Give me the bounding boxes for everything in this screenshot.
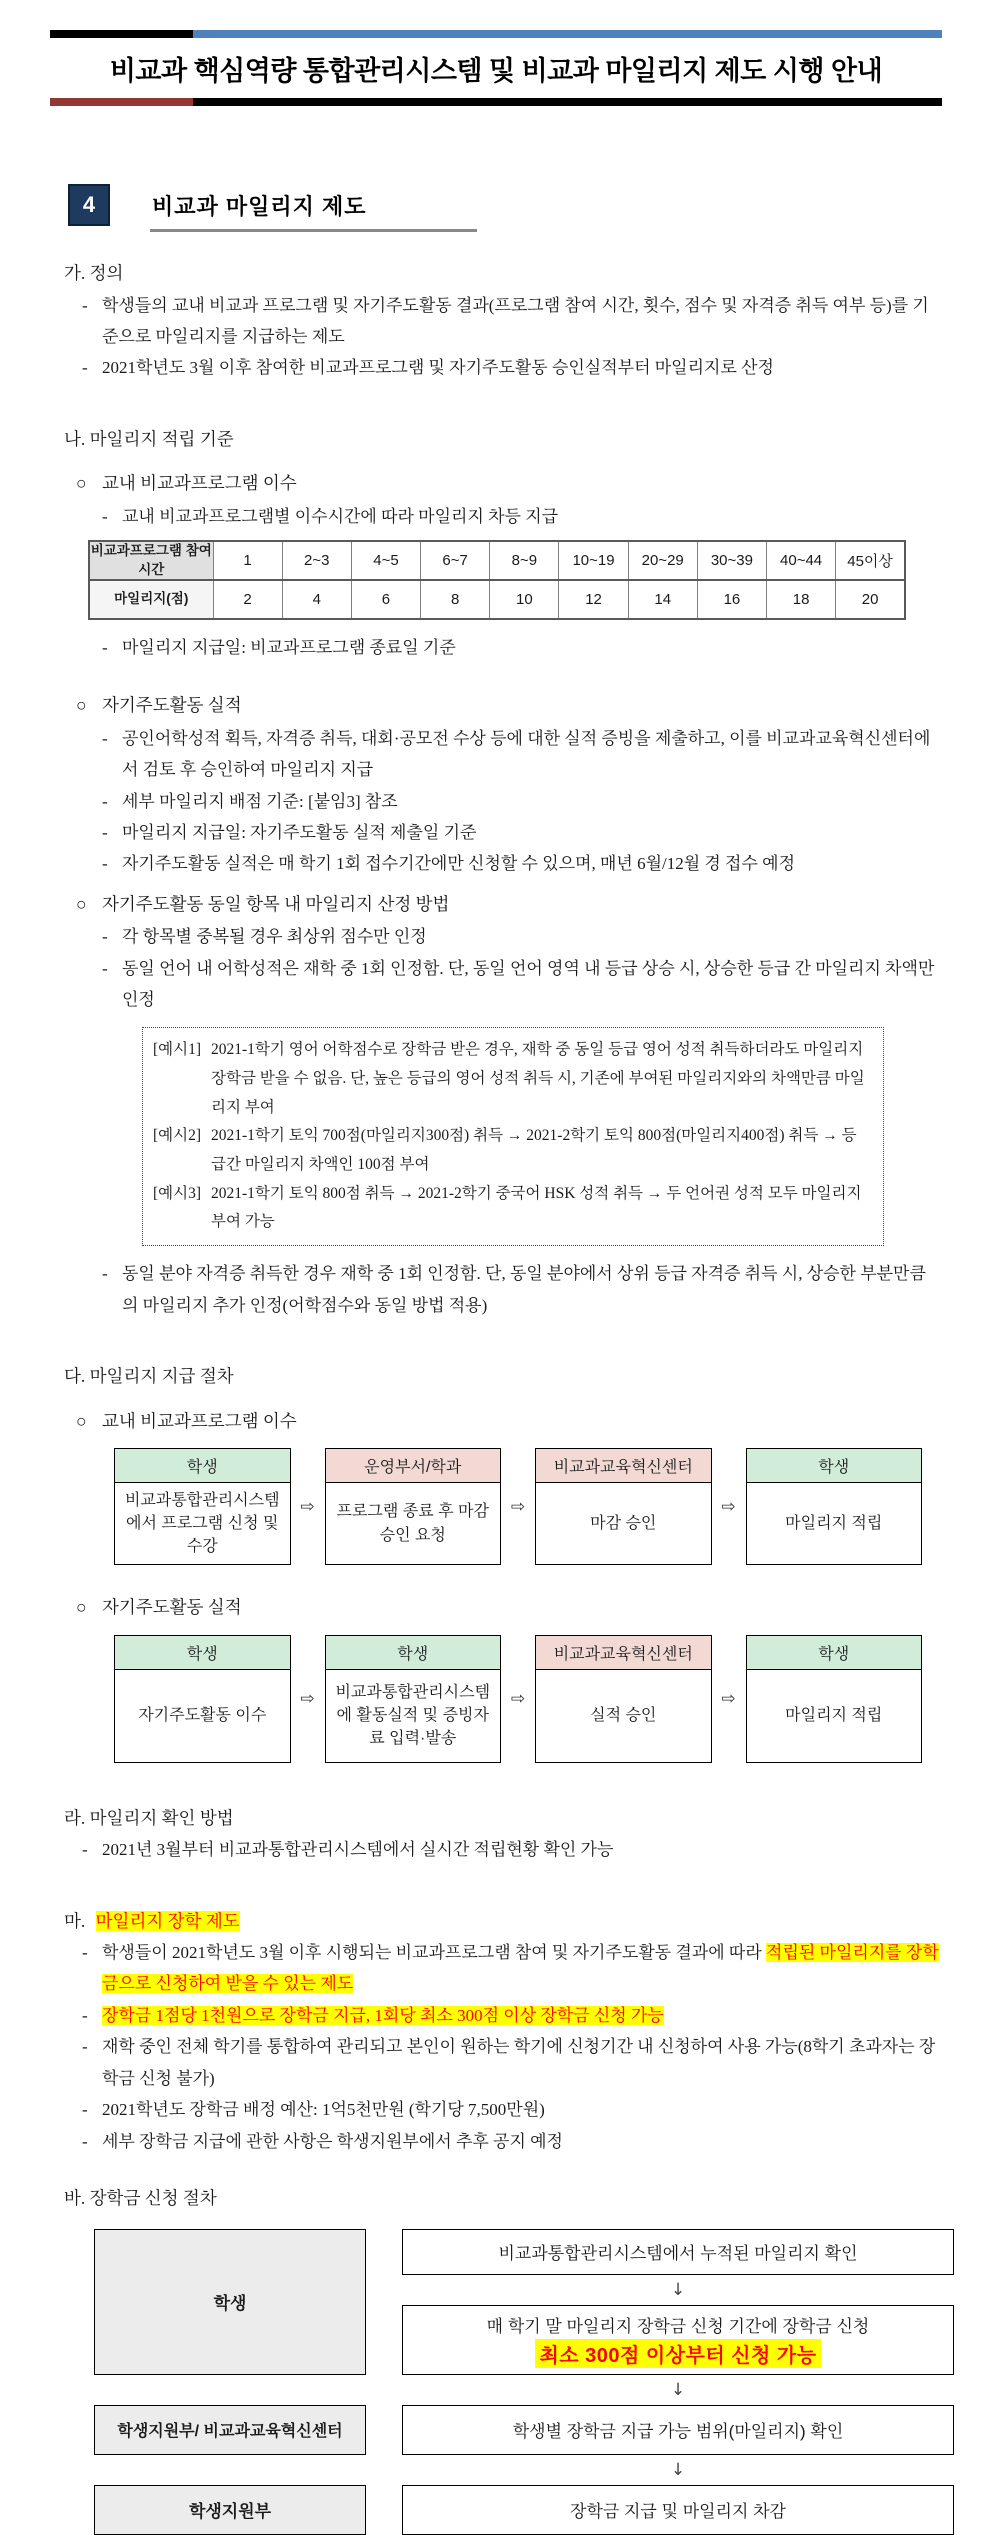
- dash-marker: -: [102, 927, 108, 947]
- points-cell: 10: [490, 580, 559, 619]
- hours-cell: 30~39: [697, 541, 766, 580]
- bullet-text: 2021년 3월부터 비교과통합관리시스템에서 실시간 적립현황 확인 가능: [102, 1840, 614, 1860]
- bullet-text: 재학 중인 전체 학기를 통합하여 관리되고 본인이 원하는 학기에 신청기간 내 신청하여 사용 가능(8학기 초과자는 장학금 신청 불가): [102, 2037, 936, 2088]
- bullet-text: 자기주도활동 실적은 매 학기 1회 접수기간에만 신청할 수 있으며, 매년 6월/12월 경 접수 예정: [122, 854, 795, 874]
- step-text: 학생별 장학금 지급 가능 범위(마일리지) 확인: [512, 2422, 844, 2442]
- points-cell: 6: [351, 580, 420, 619]
- examples-box: [142, 1027, 884, 1246]
- flow2-subheading: ○ 자기주도활동 실적: [76, 1591, 942, 1624]
- flow-step-body: 마감 승인: [590, 1514, 657, 1532]
- bullet-item: [82, 2031, 942, 2094]
- circle-marker: ○: [76, 1597, 87, 1618]
- dash-marker: -: [102, 638, 108, 657]
- dash-marker: -: [102, 1264, 108, 1284]
- dash-marker: -: [82, 2100, 88, 2120]
- example-label: [예시2]: [153, 1127, 202, 1145]
- section-title: 비교과 마일리지 제도: [150, 184, 477, 232]
- program-list: [102, 501, 942, 532]
- section-number-badge: 4: [68, 184, 110, 226]
- flow-step-actor: 학생: [747, 1636, 922, 1670]
- same-item-list: [102, 921, 942, 1015]
- example-item: [153, 1180, 871, 1237]
- flow-step: [114, 1448, 291, 1566]
- bullet-item: [82, 1834, 942, 1865]
- bullet-highlight-part: 장학금 1점당 1천원으로 장학금 지급, 1회당 최소 300점 이상 장학금 신청 가능: [102, 2005, 664, 2025]
- dash-marker: -: [102, 728, 108, 748]
- hours-cell: 10~19: [559, 541, 628, 580]
- bullet-item: [82, 2126, 942, 2157]
- hours-row-label: 비교과프로그램 참여 시간: [89, 541, 213, 580]
- bullet-text: 세부 마일리지 배점 기준: [붙임3] 참조: [122, 791, 398, 811]
- flow-step-body: 비교과통합관리시스템에 활동실적 및 증빙자료 입력·발송: [335, 1683, 491, 1748]
- points-cell: 20: [836, 580, 905, 619]
- dash-marker: -: [102, 854, 108, 874]
- points-cell: 16: [697, 580, 766, 619]
- bullet-text: 동일 언어 내 어학성적은 재학 중 1회 인정함. 단, 동일 언어 영역 내 등급 상승 시, 상승한 등급 간 마일리지 차액만 인정: [122, 958, 935, 1009]
- right-arrow-icon: ⇨: [721, 1496, 736, 1517]
- application-step-box: [402, 2405, 954, 2455]
- bullet-text: [102, 1937, 942, 2000]
- bullet-text: 세부 장학금 지급에 관한 사항은 학생지원부에서 추후 공지 예정: [102, 2131, 563, 2151]
- actor-box-support-center: 학생지원부/ 비교과교육혁신센터: [94, 2405, 366, 2455]
- circle-marker: ○: [76, 695, 87, 716]
- scholarship-heading-prefix: 마.: [64, 1910, 86, 1931]
- bullet-item: [82, 1937, 942, 2000]
- actor-box-student: 학생: [94, 2229, 366, 2375]
- dash-marker: -: [102, 823, 108, 842]
- hours-cell: 1: [213, 541, 282, 580]
- self-directed-subheading: ○ 자기주도활동 실적: [76, 689, 942, 722]
- bullet-text: 2021학년도 3월 이후 참여한 비교과프로그램 및 자기주도활동 승인실적부터 마일리지로 산정: [102, 358, 774, 378]
- flow-step-body: 마일리지 적립: [785, 1514, 883, 1532]
- table-row-hours: [89, 541, 905, 580]
- bullet-text: [102, 2000, 942, 2031]
- bullet-text: 마일리지 지급일: 자기주도활동 실적 제출일 기준: [122, 823, 477, 842]
- circle-marker: ○: [76, 473, 87, 494]
- example-text: 2021-1학기 토익 700점(마일리지300점) 취득 → 2021-2학기 토익 800점(마일리지400점) 취득 → 등급간 마일리지 차액인 100점 부여: [211, 1127, 857, 1174]
- step-highlight-text: 최소 300점 이상부터 신청 가능: [535, 2339, 820, 2368]
- flowchart-program: [114, 1448, 922, 1566]
- dash-marker: -: [102, 506, 108, 526]
- points-cell: 14: [628, 580, 697, 619]
- bullet-item: [102, 786, 942, 817]
- hours-cell: 6~7: [421, 541, 490, 580]
- bullet-item: [102, 632, 942, 663]
- step-text: 장학금 지급 및 마일리지 차감: [570, 2502, 786, 2522]
- circle-marker: ○: [76, 893, 87, 914]
- flow-step-actor: 학생: [747, 1449, 922, 1483]
- points-cell: 8: [421, 580, 490, 619]
- check-list: [82, 1834, 942, 1865]
- section-4-heading: [68, 184, 942, 232]
- flow-step-body: 자기주도활동 이수: [138, 1706, 267, 1724]
- hours-cell: 40~44: [767, 541, 836, 580]
- right-arrow-icon: ⇨: [510, 1688, 526, 1709]
- down-arrow-icon: ↓: [670, 2279, 686, 2300]
- bullet-item: [102, 953, 942, 1016]
- dash-marker: -: [82, 1840, 88, 1860]
- scholarship-heading-highlight: 마일리지 장학 제도: [95, 1910, 240, 1931]
- flow-step: [114, 1635, 291, 1763]
- table-row-points: [89, 580, 905, 619]
- bullet-text: 각 항목별 중복될 경우 최상위 점수만 인정: [122, 927, 427, 947]
- dash-marker: -: [82, 295, 88, 315]
- right-arrow-icon: ⇨: [300, 1496, 315, 1517]
- flow-step-body: 실적 승인: [590, 1706, 657, 1724]
- example-item: [153, 1122, 871, 1179]
- bullet-text: 학생들의 교내 비교과 프로그램 및 자기주도활동 결과(프로그램 참여 시간, 횟수, 점수 및 자격증 취득 여부 등)를 기준으로 마일리지를 지급하는 제도: [102, 295, 929, 346]
- dash-marker: -: [102, 791, 108, 811]
- bullet-plain-part: 학생들이 2021학년도 3월 이후 시행되는 비교과프로그램 참여 및 자기주도활동 결과에 따라: [102, 1943, 767, 1963]
- bullet-text: 교내 비교과프로그램별 이수시간에 따라 마일리지 차등 지급: [122, 506, 559, 526]
- top-accent-bar: [50, 30, 942, 38]
- bullet-text: 동일 분야 자격증 취득한 경우 재학 중 1회 인정함. 단, 동일 분야에서 상위 등급 자격증 취득 시, 상승한 부분만큼의 마일리지 추가 인정(어학점수와 동일 방법 적용): [122, 1264, 926, 1315]
- hours-cell: 4~5: [351, 541, 420, 580]
- top-bar-blue-segment: [193, 30, 942, 38]
- right-arrow-icon: ⇨: [510, 1496, 526, 1517]
- program-subheading: ○ 교내 비교과프로그램 이수: [76, 467, 942, 500]
- right-arrow-icon: ⇨: [300, 1688, 315, 1709]
- flow-step: [535, 1635, 712, 1763]
- check-heading: 라. 마일리지 확인 방법: [64, 1807, 234, 1828]
- step-text: 매 학기 말 마일리지 장학금 신청 기간에 장학금 신청: [486, 2316, 870, 2336]
- application-step-box: [402, 2229, 954, 2275]
- example-text: 2021-1학기 영어 어학점수로 장학금 받은 경우, 재학 중 동일 등급 영어 성적 취득하더라도 마일리지 장학금 받을 수 없음. 단, 높은 등급의 영어 성적 취득 시, 기존에 부여된 마일리지와의 차액만큼 마일리지 부여: [211, 1041, 865, 1116]
- hours-cell: 8~9: [490, 541, 559, 580]
- right-arrow-icon: ⇨: [721, 1688, 736, 1709]
- flow-step: [325, 1448, 502, 1566]
- points-cell: 18: [767, 580, 836, 619]
- bullet-text: 마일리지 지급일: 비교과프로그램 종료일 기준: [122, 638, 456, 657]
- flow-step-body: 프로그램 종료 후 마감승인 요청: [336, 1503, 489, 1544]
- bullet-item: [82, 2000, 942, 2031]
- bullet-item: [102, 1258, 942, 1321]
- bullet-text: 2021학년도 장학금 배정 예산: 1억5천만원 (학기당 7,500만원): [102, 2100, 545, 2120]
- flow-step-body: 마일리지 적립: [785, 1706, 883, 1724]
- bullet-highlight-part: 적립된 마일리지를 장학금으로 신청하여 받을 수 있는 제도: [102, 1943, 939, 1994]
- dash-marker: -: [82, 2037, 88, 2057]
- hours-cell: 45이상: [836, 541, 905, 580]
- flow1-subheading: ○ 교내 비교과프로그램 이수: [76, 1405, 942, 1438]
- bullet-item: [82, 2094, 942, 2125]
- self-directed-list: [102, 723, 942, 880]
- bottom-bar-red-segment: [50, 98, 193, 106]
- dash-marker: -: [102, 958, 108, 978]
- example-item: [153, 1036, 871, 1122]
- points-cell: 4: [282, 580, 351, 619]
- flow-step-actor: 비교과교육혁신센터: [536, 1449, 711, 1483]
- circle-marker: ○: [76, 1410, 87, 1431]
- flow-step: [746, 1635, 923, 1763]
- application-step-box: [402, 2485, 954, 2535]
- flow-step-actor: 학생: [115, 1449, 290, 1483]
- down-arrow-icon: ↓: [670, 2379, 686, 2400]
- example-label: [예시3]: [153, 1184, 202, 1202]
- dash-marker: -: [82, 2005, 88, 2025]
- flow-step: [746, 1448, 923, 1566]
- same-item-subheading: ○ 자기주도활동 동일 항목 내 마일리지 산정 방법: [76, 888, 942, 921]
- points-cell: 2: [213, 580, 282, 619]
- document-title: 비교과 핵심역량 통합관리시스템 및 비교과 마일리지 제도 시행 안내: [109, 56, 883, 86]
- top-bar-black-segment: [50, 30, 193, 38]
- flow-step-body: 비교과통합관리시스템에서 프로그램 신청 및 수강: [124, 1491, 280, 1556]
- definition-list: [82, 290, 942, 384]
- program-note-list: [102, 632, 942, 663]
- document-page: [0, 30, 992, 2535]
- flow-step: [535, 1448, 712, 1566]
- flow-step-actor: 비교과교육혁신센터: [536, 1636, 711, 1670]
- bullet-item: [102, 817, 942, 848]
- criteria-heading: 나. 마일리지 적립 기준: [64, 428, 234, 449]
- hours-cell: 20~29: [628, 541, 697, 580]
- bullet-item: [102, 921, 942, 952]
- points-row-label: 마일리지(점): [89, 580, 213, 619]
- bullet-item: [82, 290, 942, 353]
- flow-step: [325, 1635, 502, 1763]
- hours-cell: 2~3: [282, 541, 351, 580]
- bottom-bar-black-segment: [193, 98, 942, 106]
- bullet-text: 공인어학성적 획득, 자격증 취득, 대회·공모전 수상 등에 대한 실적 증빙을 제출하고, 이를 비교과교육혁신센터에서 검토 후 승인하여 마일리지 지급: [122, 728, 931, 780]
- example-label: [예시1]: [153, 1041, 202, 1059]
- bullet-item: [102, 501, 942, 532]
- bottom-accent-bar: [50, 98, 942, 106]
- definition-heading: 가. 정의: [64, 263, 124, 283]
- scholarship-list: [82, 1937, 942, 2157]
- flow-step-actor: 운영부서/학과: [326, 1449, 501, 1483]
- procedure-heading: 다. 마일리지 지급 절차: [64, 1366, 234, 1387]
- down-arrow-icon: ↓: [670, 2459, 686, 2480]
- step-text: 비교과통합관리시스템에서 누적된 마일리지 확인: [498, 2244, 858, 2264]
- example-text: 2021-1학기 토익 800점 취득 → 2021-2학기 중국어 HSK 성적 취득 → 두 언어권 성적 모두 마일리지 부여 가능: [211, 1184, 862, 1231]
- bullet-item: [102, 723, 942, 786]
- mileage-table: [88, 540, 906, 620]
- flow-step-actor: 학생: [115, 1636, 290, 1670]
- application-step-box: [402, 2305, 954, 2375]
- flow-step-actor: 학생: [326, 1636, 501, 1670]
- application-flow-grid: [94, 2229, 954, 2535]
- bullet-item: [82, 352, 942, 383]
- dash-marker: -: [82, 358, 88, 378]
- bullet-item: [102, 848, 942, 879]
- points-cell: 12: [559, 580, 628, 619]
- dash-marker: -: [82, 1943, 88, 1963]
- application-heading: 바. 장학금 신청 절차: [64, 2188, 217, 2209]
- flowchart-self-directed: [114, 1635, 922, 1763]
- dash-marker: -: [82, 2131, 88, 2151]
- actor-box-support: 학생지원부: [94, 2485, 366, 2535]
- scholarship-heading: [64, 1906, 942, 1938]
- same-item-closing-list: [102, 1258, 942, 1321]
